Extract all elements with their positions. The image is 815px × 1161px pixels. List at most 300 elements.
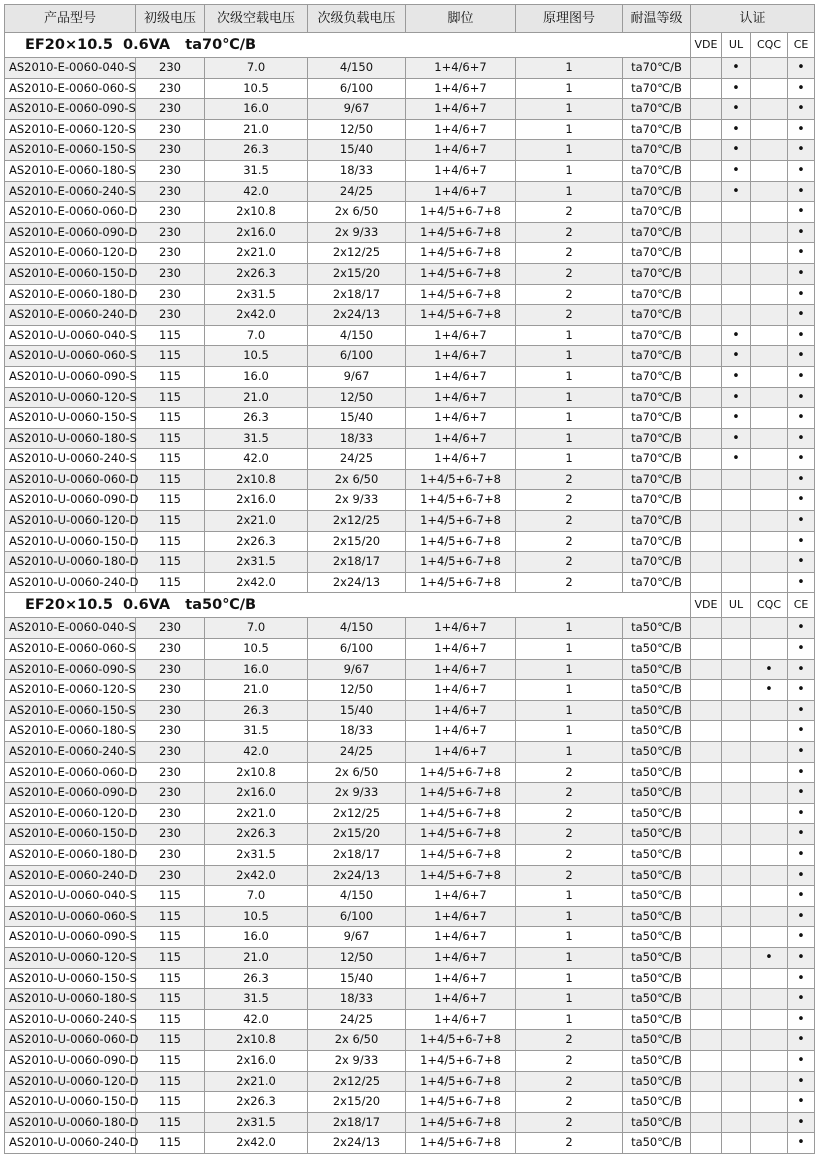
cell-schematic: 1 <box>516 927 623 948</box>
table-row <box>5 449 815 470</box>
cell-cqc-mark <box>751 222 788 243</box>
cell-schematic: 2 <box>516 202 623 223</box>
cell-load-voltage: 15/40 <box>308 408 406 429</box>
cell-model: AS2010-U-0060-150-D <box>5 531 136 552</box>
cell-noload-voltage: 2x31.5 <box>205 844 308 865</box>
cell-temp-class: ta50℃/B <box>623 844 691 865</box>
cell-temp-class: ta50℃/B <box>623 618 691 639</box>
cell-model: AS2010-U-0060-180-S <box>5 989 136 1010</box>
table-row <box>5 284 815 305</box>
cell-vde-mark <box>691 927 722 948</box>
table-row <box>5 742 815 763</box>
table-row <box>5 659 815 680</box>
cell-cqc-mark <box>751 160 788 181</box>
cell-ce-mark: • <box>788 366 815 387</box>
cell-ce-mark: • <box>788 408 815 429</box>
cell-cqc-mark <box>751 762 788 783</box>
cell-load-voltage: 2x24/13 <box>308 865 406 886</box>
cell-primary-voltage: 115 <box>136 886 205 907</box>
cell-model: AS2010-U-0060-150-S <box>5 408 136 429</box>
cell-ce-mark: • <box>788 659 815 680</box>
cell-temp-class: ta70℃/B <box>623 263 691 284</box>
cell-vde-mark <box>691 366 722 387</box>
cell-model: AS2010-E-0060-180-D <box>5 284 136 305</box>
cell-vde-mark <box>691 906 722 927</box>
cell-load-voltage: 4/150 <box>308 325 406 346</box>
cell-vde-mark <box>691 844 722 865</box>
cell-primary-voltage: 115 <box>136 968 205 989</box>
cell-model: AS2010-U-0060-060-S <box>5 906 136 927</box>
cell-pins: 1+4/6+7 <box>406 700 516 721</box>
cell-pins: 1+4/6+7 <box>406 742 516 763</box>
cell-primary-voltage: 230 <box>136 639 205 660</box>
cell-pins: 1+4/5+6-7+8 <box>406 1030 516 1051</box>
cell-temp-class: ta50℃/B <box>623 1050 691 1071</box>
cell-vde-mark <box>691 742 722 763</box>
table-row <box>5 366 815 387</box>
cell-cqc-mark <box>751 721 788 742</box>
cell-schematic: 2 <box>516 824 623 845</box>
cell-model: AS2010-E-0060-150-S <box>5 140 136 161</box>
table-row <box>5 263 815 284</box>
cell-ce-mark: • <box>788 742 815 763</box>
cell-model: AS2010-U-0060-040-S <box>5 886 136 907</box>
cell-cqc-mark <box>751 1009 788 1030</box>
cell-primary-voltage: 115 <box>136 1050 205 1071</box>
table-row <box>5 968 815 989</box>
cell-ul-mark <box>722 803 751 824</box>
header-model: 产品型号 <box>5 5 136 33</box>
cell-model: AS2010-U-0060-090-D <box>5 1050 136 1071</box>
section-title: EF20×10.5 0.6VA ta50℃/B <box>5 593 691 618</box>
section-header <box>5 593 815 618</box>
table-row <box>5 927 815 948</box>
cell-vde-mark <box>691 531 722 552</box>
cell-pins: 1+4/5+6-7+8 <box>406 552 516 573</box>
cell-model: AS2010-U-0060-180-D <box>5 1112 136 1133</box>
cell-schematic: 1 <box>516 906 623 927</box>
header-noload-voltage: 次级空载电压 <box>205 5 308 33</box>
cell-vde-mark <box>691 490 722 511</box>
cell-cqc-mark <box>751 387 788 408</box>
cell-ul-mark <box>722 1009 751 1030</box>
cell-pins: 1+4/5+6-7+8 <box>406 305 516 326</box>
cell-ce-mark: • <box>788 469 815 490</box>
cell-primary-voltage: 230 <box>136 78 205 99</box>
cell-vde-mark <box>691 639 722 660</box>
cell-temp-class: ta50℃/B <box>623 927 691 948</box>
table-header <box>5 5 815 33</box>
cell-pins: 1+4/5+6-7+8 <box>406 202 516 223</box>
cell-noload-voltage: 2x16.0 <box>205 1050 308 1071</box>
cell-load-voltage: 2x 9/33 <box>308 222 406 243</box>
cell-pins: 1+4/6+7 <box>406 366 516 387</box>
cell-vde-mark <box>691 552 722 573</box>
cell-ce-mark: • <box>788 181 815 202</box>
cell-schematic: 2 <box>516 865 623 886</box>
cell-vde-mark <box>691 824 722 845</box>
cell-pins: 1+4/6+7 <box>406 618 516 639</box>
cell-model: AS2010-E-0060-240-D <box>5 865 136 886</box>
cell-pins: 1+4/5+6-7+8 <box>406 243 516 264</box>
cell-ce-mark: • <box>788 1133 815 1154</box>
table-row <box>5 680 815 701</box>
cell-vde-mark <box>691 99 722 120</box>
cell-cqc-mark <box>751 927 788 948</box>
cell-temp-class: ta50℃/B <box>623 947 691 968</box>
cell-vde-mark <box>691 947 722 968</box>
cell-pins: 1+4/6+7 <box>406 947 516 968</box>
cell-ul-mark: • <box>722 408 751 429</box>
cell-ce-mark: • <box>788 989 815 1010</box>
cell-ce-mark: • <box>788 783 815 804</box>
cell-load-voltage: 2x15/20 <box>308 1092 406 1113</box>
cell-ul-mark <box>722 618 751 639</box>
cell-ul-mark <box>722 680 751 701</box>
cell-noload-voltage: 2x21.0 <box>205 243 308 264</box>
cell-pins: 1+4/5+6-7+8 <box>406 490 516 511</box>
cell-noload-voltage: 16.0 <box>205 659 308 680</box>
cell-primary-voltage: 230 <box>136 783 205 804</box>
cell-noload-voltage: 2x31.5 <box>205 552 308 573</box>
cell-primary-voltage: 115 <box>136 989 205 1010</box>
cell-vde-mark <box>691 700 722 721</box>
cell-load-voltage: 2x 6/50 <box>308 762 406 783</box>
table-row <box>5 160 815 181</box>
cell-temp-class: ta50℃/B <box>623 1133 691 1154</box>
cell-schematic: 1 <box>516 680 623 701</box>
cell-load-voltage: 24/25 <box>308 1009 406 1030</box>
cell-temp-class: ta50℃/B <box>623 824 691 845</box>
cell-cqc-mark <box>751 325 788 346</box>
cell-model: AS2010-E-0060-090-S <box>5 659 136 680</box>
cell-cqc-mark <box>751 78 788 99</box>
cell-vde-mark <box>691 762 722 783</box>
cell-noload-voltage: 42.0 <box>205 181 308 202</box>
cell-load-voltage: 15/40 <box>308 700 406 721</box>
cell-schematic: 1 <box>516 618 623 639</box>
cell-pins: 1+4/5+6-7+8 <box>406 284 516 305</box>
cell-model: AS2010-U-0060-240-S <box>5 1009 136 1030</box>
cell-noload-voltage: 10.5 <box>205 78 308 99</box>
cell-ce-mark: • <box>788 511 815 532</box>
cell-cqc-mark <box>751 618 788 639</box>
cell-ul-mark <box>722 552 751 573</box>
cell-pins: 1+4/6+7 <box>406 428 516 449</box>
cell-vde-mark <box>691 618 722 639</box>
cell-pins: 1+4/6+7 <box>406 659 516 680</box>
cell-primary-voltage: 230 <box>136 618 205 639</box>
cell-model: AS2010-E-0060-040-S <box>5 618 136 639</box>
cell-primary-voltage: 115 <box>136 1092 205 1113</box>
cell-primary-voltage: 115 <box>136 449 205 470</box>
table-row <box>5 428 815 449</box>
cell-ul-mark <box>722 572 751 593</box>
table-row <box>5 989 815 1010</box>
cell-vde-mark <box>691 305 722 326</box>
cell-ul-mark <box>722 906 751 927</box>
cell-cqc-mark <box>751 989 788 1010</box>
cell-primary-voltage: 115 <box>136 325 205 346</box>
cert-label-ul: UL <box>722 593 751 618</box>
cell-noload-voltage: 2x42.0 <box>205 305 308 326</box>
cell-schematic: 2 <box>516 243 623 264</box>
table-row <box>5 572 815 593</box>
cell-temp-class: ta70℃/B <box>623 552 691 573</box>
table-row <box>5 202 815 223</box>
cell-primary-voltage: 115 <box>136 469 205 490</box>
cell-pins: 1+4/5+6-7+8 <box>406 511 516 532</box>
cell-load-voltage: 18/33 <box>308 160 406 181</box>
cell-noload-voltage: 26.3 <box>205 700 308 721</box>
cell-cqc-mark <box>751 968 788 989</box>
cell-noload-voltage: 2x26.3 <box>205 531 308 552</box>
cell-vde-mark <box>691 1112 722 1133</box>
cell-model: AS2010-E-0060-240-S <box>5 181 136 202</box>
cell-pins: 1+4/5+6-7+8 <box>406 803 516 824</box>
cert-label-cqc: CQC <box>751 593 788 618</box>
header-load-voltage: 次级负载电压 <box>308 5 406 33</box>
cell-pins: 1+4/6+7 <box>406 927 516 948</box>
cell-schematic: 1 <box>516 886 623 907</box>
cell-schematic: 1 <box>516 99 623 120</box>
cell-cqc-mark <box>751 742 788 763</box>
cell-schematic: 2 <box>516 552 623 573</box>
cell-noload-voltage: 31.5 <box>205 160 308 181</box>
cell-load-voltage: 2x12/25 <box>308 803 406 824</box>
cell-load-voltage: 2x 6/50 <box>308 1030 406 1051</box>
cell-cqc-mark <box>751 1092 788 1113</box>
cell-temp-class: ta70℃/B <box>623 181 691 202</box>
cell-pins: 1+4/5+6-7+8 <box>406 531 516 552</box>
cell-vde-mark <box>691 140 722 161</box>
cell-cqc-mark: • <box>751 680 788 701</box>
cell-cqc-mark <box>751 366 788 387</box>
cell-model: AS2010-U-0060-120-S <box>5 947 136 968</box>
cell-ce-mark: • <box>788 58 815 79</box>
cell-vde-mark <box>691 325 722 346</box>
cell-primary-voltage: 115 <box>136 1133 205 1154</box>
cell-schematic: 1 <box>516 181 623 202</box>
cell-cqc-mark <box>751 263 788 284</box>
cell-ce-mark: • <box>788 222 815 243</box>
cell-load-voltage: 12/50 <box>308 387 406 408</box>
cell-ce-mark: • <box>788 947 815 968</box>
section-header <box>5 33 815 58</box>
cell-ul-mark: • <box>722 78 751 99</box>
cell-ul-mark: • <box>722 449 751 470</box>
cell-temp-class: ta70℃/B <box>623 449 691 470</box>
cell-ul-mark <box>722 202 751 223</box>
table-row <box>5 305 815 326</box>
cell-temp-class: ta70℃/B <box>623 511 691 532</box>
cell-noload-voltage: 2x42.0 <box>205 865 308 886</box>
cell-pins: 1+4/6+7 <box>406 968 516 989</box>
cell-ce-mark: • <box>788 700 815 721</box>
cell-primary-voltage: 230 <box>136 803 205 824</box>
cell-model: AS2010-U-0060-120-S <box>5 387 136 408</box>
cell-noload-voltage: 2x10.8 <box>205 762 308 783</box>
cell-primary-voltage: 230 <box>136 742 205 763</box>
cell-schematic: 1 <box>516 140 623 161</box>
cell-ul-mark <box>722 721 751 742</box>
cell-load-voltage: 12/50 <box>308 680 406 701</box>
cell-vde-mark <box>691 408 722 429</box>
table-row <box>5 762 815 783</box>
cell-schematic: 1 <box>516 721 623 742</box>
cell-schematic: 2 <box>516 284 623 305</box>
table-row <box>5 803 815 824</box>
cell-ce-mark: • <box>788 927 815 948</box>
cell-vde-mark <box>691 119 722 140</box>
cell-model: AS2010-E-0060-060-S <box>5 639 136 660</box>
cell-load-voltage: 2x 6/50 <box>308 469 406 490</box>
cell-cqc-mark <box>751 531 788 552</box>
cell-pins: 1+4/6+7 <box>406 721 516 742</box>
cell-primary-voltage: 230 <box>136 844 205 865</box>
cell-ul-mark: • <box>722 119 751 140</box>
cell-pins: 1+4/6+7 <box>406 346 516 367</box>
cell-primary-voltage: 115 <box>136 572 205 593</box>
cell-noload-voltage: 2x21.0 <box>205 1071 308 1092</box>
cell-pins: 1+4/5+6-7+8 <box>406 263 516 284</box>
cell-ul-mark <box>722 1133 751 1154</box>
cell-cqc-mark <box>751 346 788 367</box>
cell-temp-class: ta50℃/B <box>623 1112 691 1133</box>
cell-primary-voltage: 230 <box>136 160 205 181</box>
cell-pins: 1+4/5+6-7+8 <box>406 1050 516 1071</box>
cell-vde-mark <box>691 58 722 79</box>
cell-temp-class: ta50℃/B <box>623 721 691 742</box>
cell-vde-mark <box>691 721 722 742</box>
spec-table-container <box>4 4 809 1154</box>
table-row <box>5 844 815 865</box>
cell-ce-mark: • <box>788 202 815 223</box>
cell-primary-voltage: 115 <box>136 511 205 532</box>
cell-ce-mark: • <box>788 305 815 326</box>
cell-cqc-mark <box>751 202 788 223</box>
cell-temp-class: ta70℃/B <box>623 346 691 367</box>
cell-model: AS2010-U-0060-180-S <box>5 428 136 449</box>
cell-model: AS2010-E-0060-090-D <box>5 222 136 243</box>
cell-vde-mark <box>691 202 722 223</box>
cell-model: AS2010-E-0060-060-D <box>5 202 136 223</box>
cell-model: AS2010-U-0060-240-S <box>5 449 136 470</box>
cell-primary-voltage: 230 <box>136 99 205 120</box>
cell-ul-mark <box>722 511 751 532</box>
cell-load-voltage: 2x 9/33 <box>308 1050 406 1071</box>
cell-pins: 1+4/6+7 <box>406 119 516 140</box>
cell-model: AS2010-E-0060-120-S <box>5 119 136 140</box>
table-row <box>5 639 815 660</box>
cell-cqc-mark <box>751 824 788 845</box>
table-row <box>5 78 815 99</box>
cell-load-voltage: 9/67 <box>308 659 406 680</box>
cell-ce-mark: • <box>788 1030 815 1051</box>
header-row <box>5 5 815 33</box>
section-title: EF20×10.5 0.6VA ta70℃/B <box>5 33 691 58</box>
cell-noload-voltage: 2x16.0 <box>205 783 308 804</box>
cell-cqc-mark <box>751 552 788 573</box>
cell-noload-voltage: 16.0 <box>205 927 308 948</box>
cell-pins: 1+4/6+7 <box>406 906 516 927</box>
cell-pins: 1+4/5+6-7+8 <box>406 1112 516 1133</box>
cell-load-voltage: 18/33 <box>308 989 406 1010</box>
cell-vde-mark <box>691 469 722 490</box>
cell-load-voltage: 2x12/25 <box>308 511 406 532</box>
cell-pins: 1+4/6+7 <box>406 140 516 161</box>
cell-cqc-mark <box>751 408 788 429</box>
cell-noload-voltage: 21.0 <box>205 119 308 140</box>
cell-model: AS2010-E-0060-240-S <box>5 742 136 763</box>
cell-ul-mark <box>722 947 751 968</box>
cell-model: AS2010-E-0060-240-D <box>5 305 136 326</box>
cell-load-voltage: 2x15/20 <box>308 263 406 284</box>
cell-noload-voltage: 7.0 <box>205 58 308 79</box>
cell-temp-class: ta70℃/B <box>623 222 691 243</box>
cert-label-cqc: CQC <box>751 33 788 58</box>
cell-load-voltage: 24/25 <box>308 742 406 763</box>
cell-load-voltage: 12/50 <box>308 119 406 140</box>
cell-schematic: 2 <box>516 1030 623 1051</box>
cell-pins: 1+4/5+6-7+8 <box>406 783 516 804</box>
cell-schematic: 1 <box>516 387 623 408</box>
cell-ce-mark: • <box>788 865 815 886</box>
cell-ul-mark: • <box>722 366 751 387</box>
cell-model: AS2010-E-0060-040-S <box>5 58 136 79</box>
cell-vde-mark <box>691 78 722 99</box>
cell-pins: 1+4/6+7 <box>406 639 516 660</box>
cell-ul-mark <box>722 824 751 845</box>
cell-ul-mark <box>722 742 751 763</box>
cell-schematic: 1 <box>516 1009 623 1030</box>
cell-load-voltage: 9/67 <box>308 99 406 120</box>
table-row <box>5 408 815 429</box>
cell-cqc-mark: • <box>751 947 788 968</box>
cell-primary-voltage: 230 <box>136 284 205 305</box>
cell-schematic: 1 <box>516 700 623 721</box>
table-row <box>5 1030 815 1051</box>
cell-ul-mark <box>722 700 751 721</box>
cell-noload-voltage: 2x42.0 <box>205 1133 308 1154</box>
cell-schematic: 1 <box>516 449 623 470</box>
cell-cqc-mark <box>751 305 788 326</box>
cell-ce-mark: • <box>788 824 815 845</box>
cell-primary-voltage: 115 <box>136 490 205 511</box>
cell-ce-mark: • <box>788 140 815 161</box>
cell-ul-mark <box>722 243 751 264</box>
cell-load-voltage: 2x18/17 <box>308 844 406 865</box>
table-row <box>5 865 815 886</box>
cell-primary-voltage: 230 <box>136 762 205 783</box>
cell-temp-class: ta50℃/B <box>623 1009 691 1030</box>
cell-primary-voltage: 115 <box>136 947 205 968</box>
cell-load-voltage: 9/67 <box>308 927 406 948</box>
cell-load-voltage: 18/33 <box>308 428 406 449</box>
cell-primary-voltage: 115 <box>136 927 205 948</box>
cell-noload-voltage: 2x10.8 <box>205 1030 308 1051</box>
cell-noload-voltage: 7.0 <box>205 325 308 346</box>
cell-model: AS2010-U-0060-060-S <box>5 346 136 367</box>
table-row <box>5 99 815 120</box>
cell-model: AS2010-E-0060-090-S <box>5 99 136 120</box>
cell-temp-class: ta50℃/B <box>623 989 691 1010</box>
table-row <box>5 700 815 721</box>
table-row <box>5 947 815 968</box>
cell-temp-class: ta50℃/B <box>623 742 691 763</box>
cell-load-voltage: 2x12/25 <box>308 1071 406 1092</box>
cell-ul-mark: • <box>722 428 751 449</box>
